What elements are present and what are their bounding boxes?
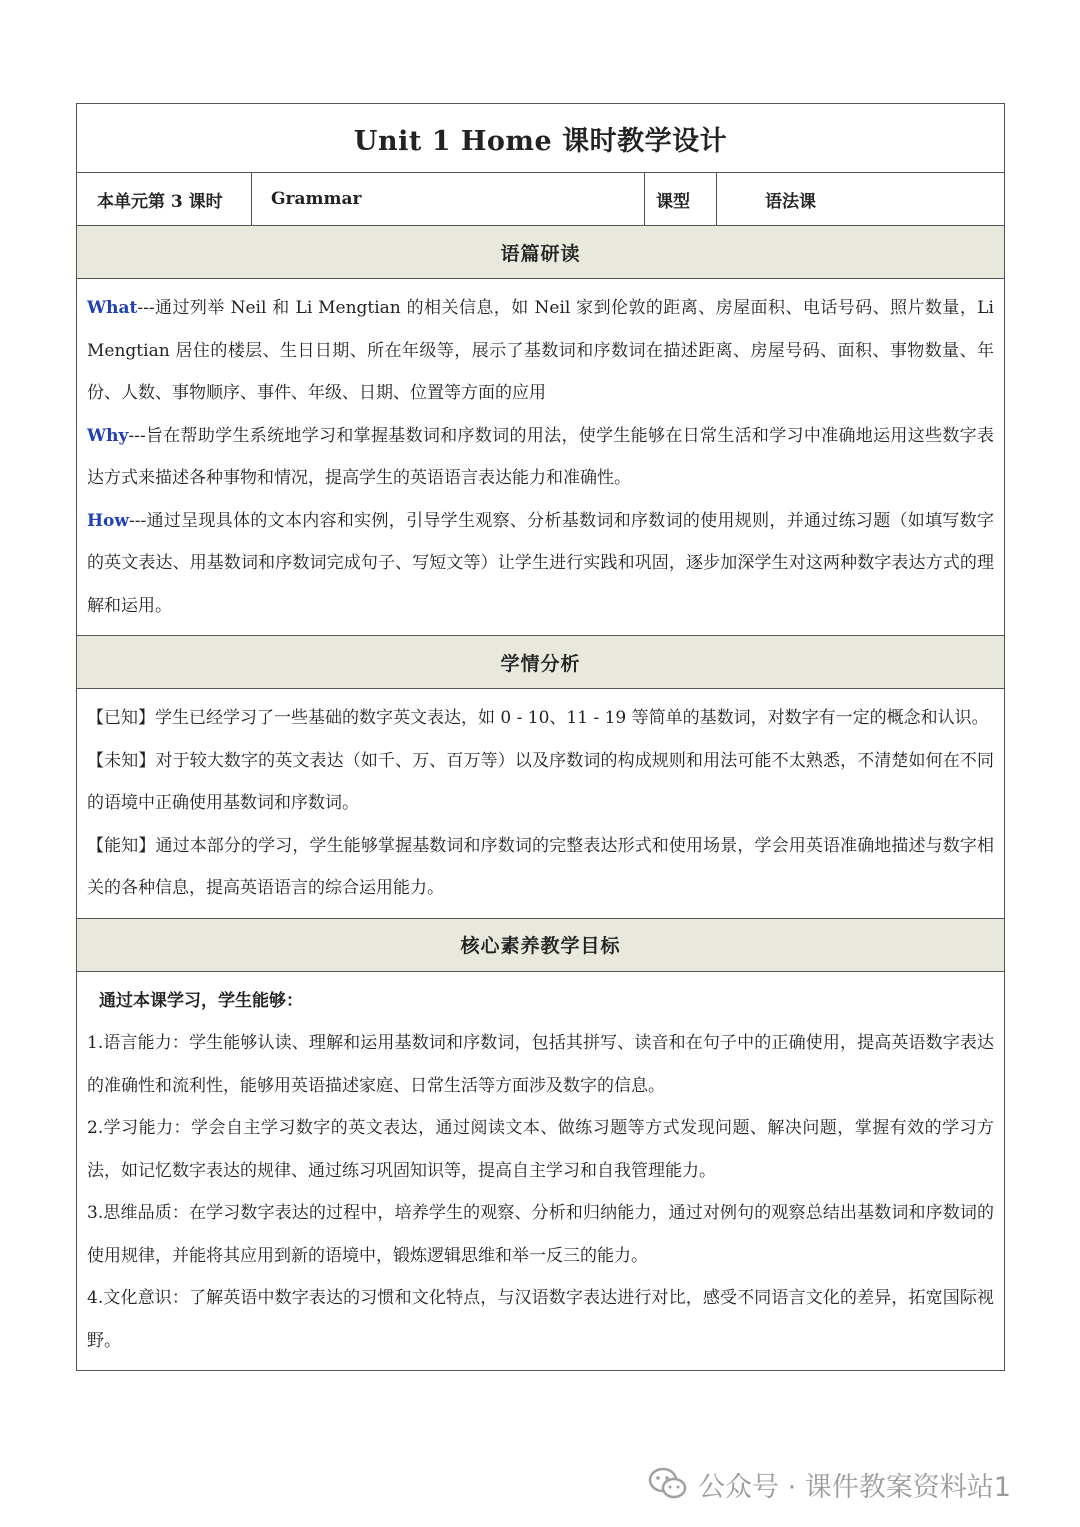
goal-item: 1.语言能力：学生能够认读、理解和运用基数词和序数词，包括其拼写、读音和在句子中的正确使用，提高英语数字表达的准确性和流利性，能够用英语描述家庭、日常生活等方面涉及数字的信息。 — [87, 1033, 994, 1096]
what-text: ---通过列举 Neil 和 Li Mengtian 的相关信息，如 Neil 家到伦敦的距离、房屋面积、电话号码、照片数量，Li Mengtian 居住的楼层、生日日期、所在年级等，展示了基数词和序数词在描述距离、房屋号码、面积、事物数量、年份、人数、事物顺序、事件、年级、日期、位置等方面的应用 — [87, 298, 994, 403]
goal-item: 3.思维品质：在学习数字表达的过程中，培养学生的观察、分析和归纳能力，通过对例句的观察总结出基数词和序数词的使用规律，并能将其应用到新的语境中，锻炼逻辑思维和举一反三的能力。 — [87, 1203, 994, 1266]
lesson-topic: Grammar — [252, 173, 645, 225]
unknown-paragraph: 【未知】对于较大数字的英文表达（如千、万、百万等）以及序数词的构成规则和用法可能不太熟悉，不清楚如何在不同的语境中正确使用基数词和序数词。 — [87, 750, 994, 813]
how-paragraph — [87, 500, 994, 628]
goal-item: 4.文化意识：了解英语中数字表达的习惯和文化特点，与汉语数字表达进行对比，感受不同语言文化的差异，拓宽国际视野。 — [87, 1288, 994, 1351]
what-paragraph — [87, 287, 994, 415]
goals-lead: 通过本课学习，学生能够： — [99, 990, 303, 1011]
goal-item: 2.学习能力：学会自主学习数字的英文表达，通过阅读文本、做练习题等方式发现问题、解决问题，掌握有效的学习方法，如记忆数字表达的规律、通过练习巩固知识等，提高自主学习和自我管理能力。 — [87, 1118, 994, 1181]
section-body-learner-analysis — [77, 689, 1004, 919]
section-heading-text-analysis: 语篇研读 — [77, 226, 1004, 279]
why-text: ---旨在帮助学生系统地学习和掌握基数词和序数词的用法，使学生能够在日常生活和学习中准确地运用这些数字表达方式来描述各种事物和情况，提高学生的英语语言表达能力和准确性。 — [87, 425, 994, 488]
known-paragraph: 【已知】学生已经学习了一些基础的数字英文表达，如 0 - 10、11 - 19 等简单的基数词，对数字有一定的概念和认识。 — [87, 708, 989, 728]
how-label: How — [87, 510, 130, 531]
watermark-footer — [648, 1462, 1011, 1506]
why-paragraph — [87, 415, 994, 500]
meta-row — [77, 173, 1004, 226]
wechat-icon — [648, 1467, 688, 1501]
why-label: Why — [87, 425, 129, 446]
able-paragraph: 【能知】通过本部分的学习，学生能够掌握基数词和序数词的完整表达形式和使用场景，学会用英语准确地描述与数字相关的各种信息，提高英语语言的综合运用能力。 — [87, 835, 994, 898]
lesson-type-value: 语法课 — [765, 191, 816, 212]
lesson-plan-table — [76, 103, 1005, 1371]
document-title: Unit 1 Home 课时教学设计 — [77, 104, 1004, 173]
section-body-text-analysis — [77, 279, 1004, 636]
section-heading-learner-analysis: 学情分析 — [77, 636, 1004, 689]
section-body-core-goals — [77, 972, 1004, 1371]
how-text: ---通过呈现具体的文本内容和实例，引导学生观察、分析基数词和序数词的使用规则，并通过练习题（如填写数字的英文表达、用基数词和序数词完成句子、写短文等）让学生进行实践和巩固，逐步加深学生对这两种数字表达方式的理解和运用。 — [87, 510, 994, 616]
lesson-type-label: 课型 — [645, 173, 717, 225]
what-label: What — [87, 298, 138, 318]
watermark-text: 公众号 · 课件教案资料站1 — [698, 1471, 1011, 1503]
lesson-number: 本单元第 3 课时 — [77, 173, 252, 225]
section-heading-core-goals: 核心素养教学目标 — [77, 919, 1004, 972]
